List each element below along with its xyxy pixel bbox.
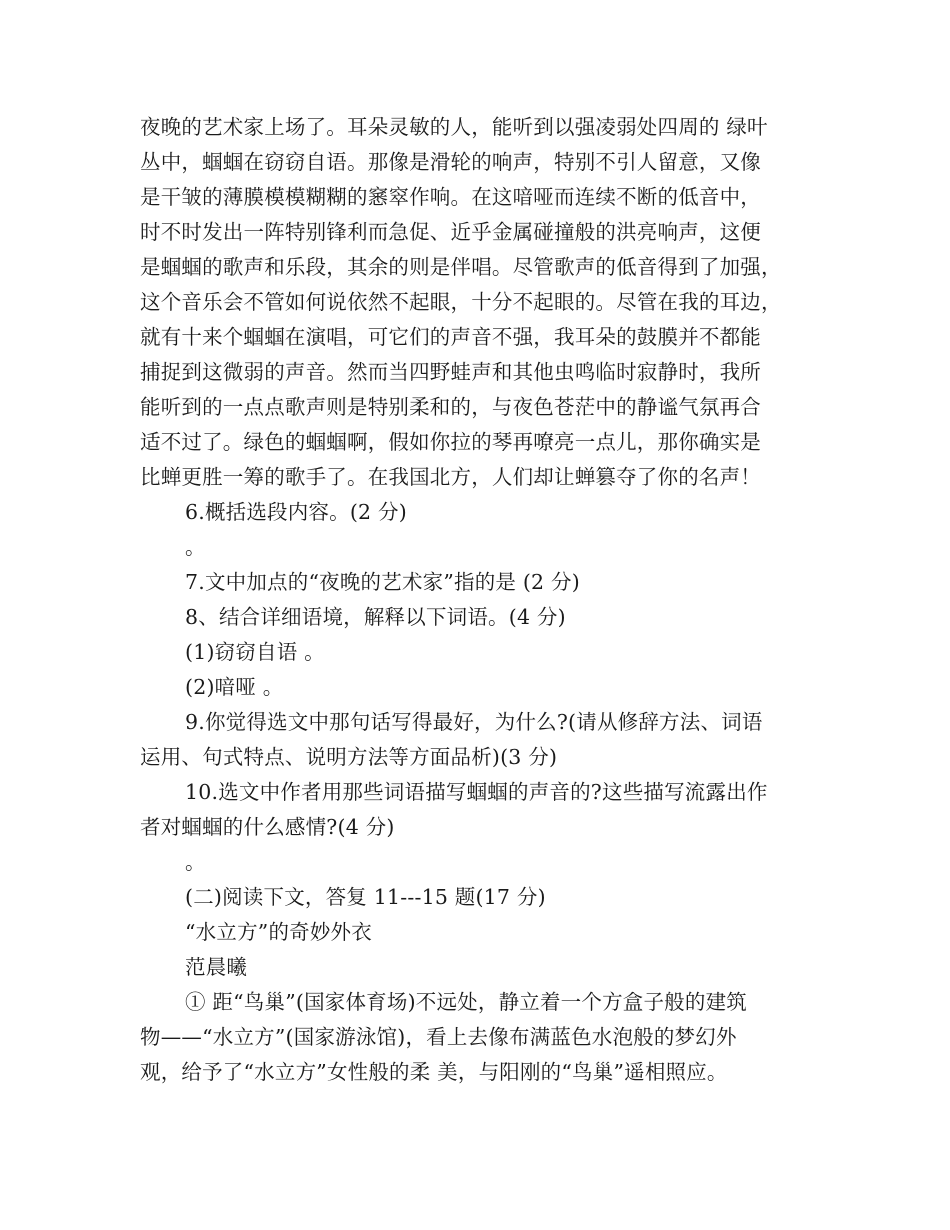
question-9-continued: 运用、句式特点、说明方法等方面品析)(3 分) xyxy=(140,745,558,769)
article-paragraph-1: ① 距“鸟巢”(国家体育场)不远处，静立着一个方盒子般的建筑 xyxy=(185,990,747,1014)
article-title: “水立方”的奇妙外衣 xyxy=(185,920,372,944)
body-text-line: 时不时发出一阵特别锋利而急促、近乎金属碰撞般的洪亮响声，这便 xyxy=(140,220,761,244)
article-author: 范晨曦 xyxy=(185,955,248,979)
answer-blank: 。 xyxy=(185,850,206,874)
body-text-line: 适不过了。绿色的蝈蝈啊，假如你拉的琴再嘹亮一点儿，那你确实是 xyxy=(140,430,761,454)
question-6: 6.概括选段内容。(2 分) xyxy=(185,500,407,524)
question-8: 8、结合详细语境，解释以下词语。(4 分) xyxy=(185,605,566,629)
question-10: 10.选文中作者用那些词语描写蝈蝈的声音的?这些描写流露出作 xyxy=(185,780,768,804)
answer-blank: 。 xyxy=(185,535,206,559)
body-text-line: 能听到的一点点歌声则是特别柔和的，与夜色苍茫中的静谧气氛再合 xyxy=(140,395,761,419)
question-7: 7.文中加点的“夜晚的艺术家”指的是 (2 分) xyxy=(185,570,580,594)
body-text-line: 比蝉更胜一筹的歌手了。在我国北方，人们却让蝉篡夺了你的名声！ xyxy=(140,465,761,489)
question-8-item-1: (1)窃窃自语 。 xyxy=(185,640,325,664)
body-text-line: 是蝈蝈的歌声和乐段，其余的则是伴唱。尽管歌声的低音得到了加强， xyxy=(140,255,782,279)
article-paragraph-1-line-2: 物——“水立方”(国家游泳馆)，看上去像布满蓝色水泡般的梦幻外 xyxy=(140,1025,737,1049)
question-10-continued: 者对蝈蝈的什么感情?(4 分) xyxy=(140,815,395,839)
body-text-line: 就有十来个蝈蝈在演唱，可它们的声音不强，我耳朵的鼓膜并不都能 xyxy=(140,325,761,349)
body-text-line: 是干皱的薄膜模模糊糊的窸窣作响。在这喑哑而连续不断的低音中， xyxy=(140,185,761,209)
question-9: 9.你觉得选文中那句话写得最好，为什么?(请从修辞方法、词语 xyxy=(185,710,763,734)
question-8-item-2: (2)喑哑 。 xyxy=(185,675,284,699)
body-text-line: 丛中，蝈蝈在窃窃自语。那像是滑轮的响声，特别不引人留意，又像 xyxy=(140,150,761,174)
article-paragraph-1-line-3: 观，给予了“水立方”女性般的柔 美，与阳刚的“鸟巢”遥相照应。 xyxy=(140,1060,728,1084)
body-text-line: 这个音乐会不管如何说依然不起眼，十分不起眼的。尽管在我的耳边， xyxy=(140,290,782,314)
body-text-line: 夜晚的艺术家上场了。耳朵灵敏的人，能听到以强凌弱处四周的 绿叶 xyxy=(140,115,768,139)
body-text-line: 捕捉到这微弱的声音。然而当四野蛙声和其他虫鸣临时寂静时，我所 xyxy=(140,360,761,384)
section-heading: (二)阅读下文，答复 11---15 题(17 分) xyxy=(185,885,546,909)
